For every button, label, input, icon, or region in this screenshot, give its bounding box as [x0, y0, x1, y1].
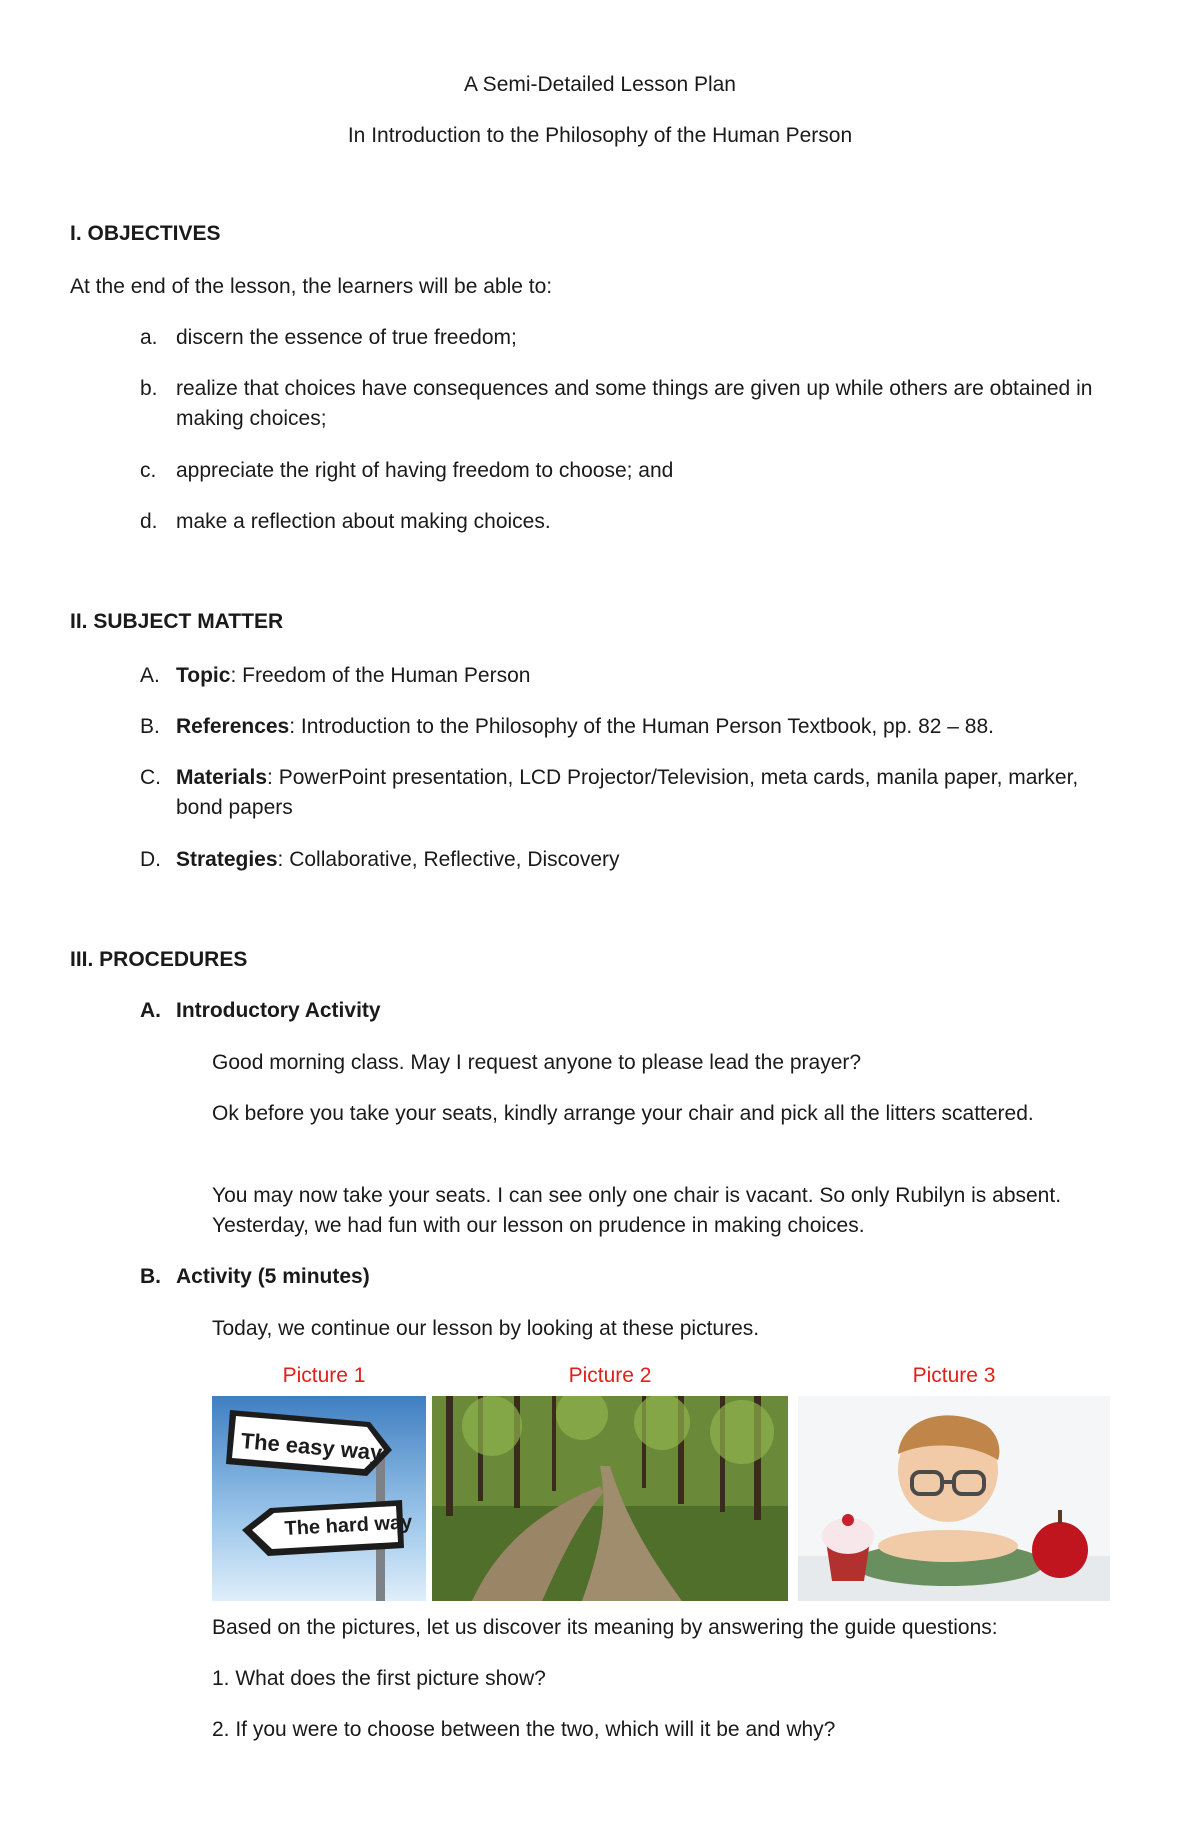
activity-title: Activity (5 minutes)	[176, 1265, 370, 1288]
picture-2-label: Picture 2	[568, 1364, 652, 1387]
intro-paragraph: You may now take your seats. I can see only one chair is vacant. So only Rubilyn is absent. Yesterday, we had fun with our lesson on prudence in making choices.	[212, 1184, 1062, 1237]
objective-letter: b.	[140, 377, 158, 400]
objective-item: realize that choices have consequences and some things are given up while others are obtained in making choices;	[176, 377, 1093, 430]
subject-label: Topic	[176, 664, 231, 687]
subject-label: Strategies	[176, 848, 278, 871]
objective-item: make a reflection about making choices.	[176, 510, 551, 533]
subject-item-references	[176, 712, 994, 742]
subject-item-strategies	[176, 845, 620, 875]
procedure-letter: A.	[140, 999, 161, 1022]
subject-letter: D.	[140, 848, 161, 871]
guide-question: 2. If you were to choose between the two, which will it be and why?	[212, 1718, 836, 1741]
picture-3-boy-choice	[798, 1396, 1110, 1601]
intro-activity-title: Introductory Activity	[176, 999, 381, 1022]
document-subtitle: In Introduction to the Philosophy of the Human Person	[347, 124, 853, 147]
objective-letter: c.	[140, 459, 157, 482]
sign-hard-way: The hard way	[284, 1511, 413, 1540]
objective-item: appreciate the right of having freedom to choose; and	[176, 459, 674, 482]
objective-letter: d.	[140, 510, 158, 533]
picture-1-signs	[212, 1396, 426, 1601]
subject-label: Materials	[176, 766, 268, 789]
subject-item-topic	[176, 661, 530, 691]
activity-lead: Today, we continue our lesson by looking at these pictures.	[212, 1317, 760, 1340]
subject-value: : Freedom of the Human Person	[230, 664, 531, 687]
document-title: A Semi-Detailed Lesson Plan	[464, 73, 736, 96]
objectives-intro: At the end of the lesson, the learners will be able to:	[70, 275, 553, 298]
intro-paragraph: Good morning class. May I request anyone to please lead the prayer?	[212, 1051, 862, 1074]
subject-value: : Collaborative, Reflective, Discovery	[277, 848, 620, 871]
objective-item: discern the essence of true freedom;	[176, 326, 517, 349]
sign-easy-way: The easy way	[239, 1428, 384, 1466]
picture-2-forest-path	[432, 1396, 788, 1601]
intro-paragraph: Ok before you take your seats, kindly arrange your chair and pick all the litters scattered.	[212, 1102, 1034, 1125]
subject-matter-heading: II. SUBJECT MATTER	[70, 610, 284, 633]
objectives-heading: I. OBJECTIVES	[70, 222, 221, 245]
subject-value: : PowerPoint presentation, LCD Projector/Television, meta cards, manila paper, marker, bond papers	[176, 766, 1079, 819]
subject-value: : Introduction to the Philosophy of the Human Person Textbook, pp. 82 – 88.	[289, 715, 994, 738]
procedure-letter: B.	[140, 1265, 161, 1288]
procedures-heading: III. PROCEDURES	[70, 948, 248, 971]
after-pictures-text: Based on the pictures, let us discover its meaning by answering the guide questions:	[212, 1616, 998, 1639]
subject-label: References	[176, 715, 290, 738]
subject-letter: B.	[140, 715, 160, 738]
subject-letter: C.	[140, 766, 161, 789]
subject-letter: A.	[140, 664, 160, 687]
subject-item-materials	[176, 763, 1126, 823]
objective-letter: a.	[140, 326, 158, 349]
picture-1-label: Picture 1	[282, 1364, 366, 1387]
picture-3-label: Picture 3	[912, 1364, 996, 1387]
guide-question: 1. What does the first picture show?	[212, 1667, 546, 1690]
